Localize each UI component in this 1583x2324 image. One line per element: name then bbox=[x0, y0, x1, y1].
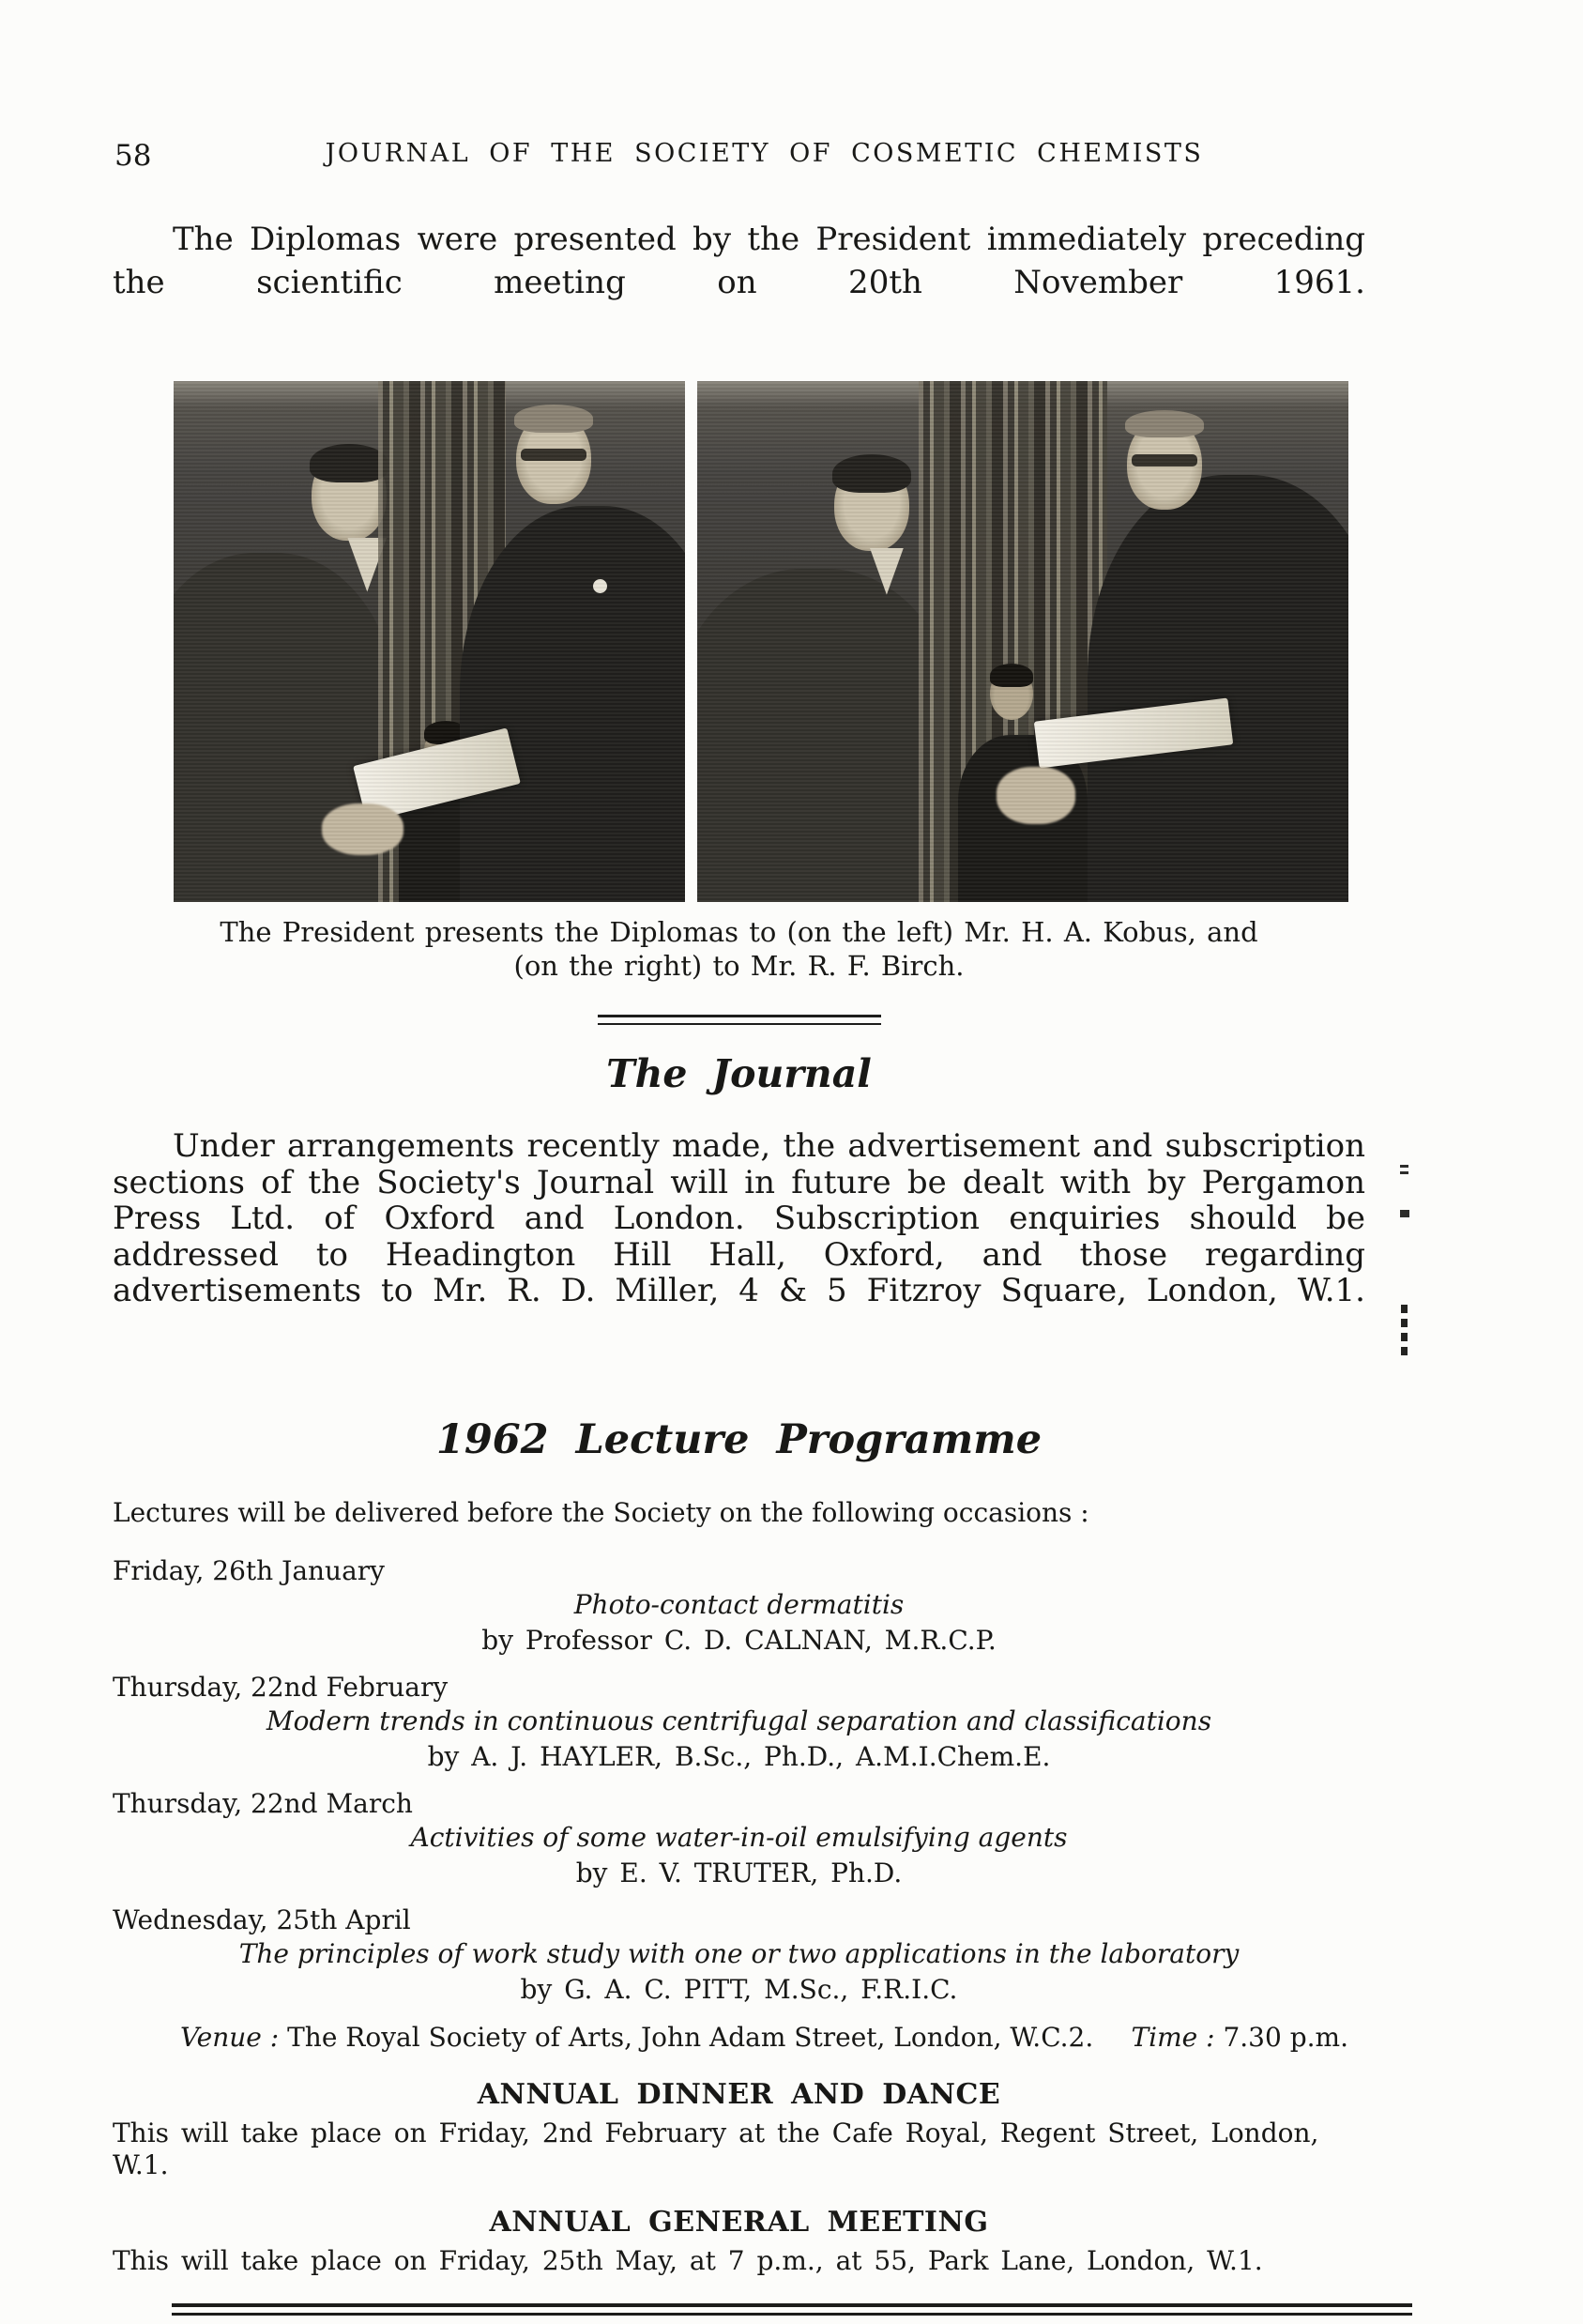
photo-left-president-head bbox=[516, 412, 591, 504]
figure-caption-line1: The President presents the Diplomas to (on the left) Mr. H. A. Kobus, and bbox=[220, 916, 1258, 948]
photo-right-hands bbox=[997, 767, 1074, 824]
lecture-speaker: by Professor C. D. CALNAN, M.R.C.P. bbox=[481, 1624, 997, 1656]
page-header bbox=[113, 139, 1365, 178]
photo-right-president-suit bbox=[1088, 475, 1348, 902]
margin-mark-2 bbox=[1400, 1210, 1409, 1217]
bottom-page-rule bbox=[172, 2303, 1412, 2316]
lecture-title: Modern trends in continuous centrifugal separation and classifications bbox=[266, 1705, 1212, 1736]
photo-left-president-suit bbox=[460, 506, 685, 902]
figure-caption-line2: (on the right) to Mr. R. F. Birch. bbox=[513, 950, 965, 982]
lecture-entry bbox=[113, 1672, 1365, 1772]
lecture-date: Friday, 26th January bbox=[113, 1554, 385, 1586]
photo-left-diploma-presentation bbox=[174, 381, 685, 902]
lecture-title: The principles of work study with one or two applications in the laboratory bbox=[238, 1937, 1240, 1969]
journal-section-paragraph: Under arrangements recently made, the advertisement and subscription sections of the Society's Journal will in future be dealt with by Pergamon Press Ltd. of Oxford and London. Subscription enquiries should be addressed to Headington Hill Hall, Oxford, and those regarding advertisements to Mr. R. D. Miller, 4 & 5 Fitzroy Square, London, W.1. bbox=[113, 1127, 1365, 1310]
photo-left-highlight-dot bbox=[593, 579, 607, 593]
time-line bbox=[1131, 2022, 1348, 2054]
page-content bbox=[113, 0, 1365, 2316]
time-label: Time : bbox=[1131, 2021, 1215, 2053]
margin-mark-1 bbox=[1400, 1165, 1408, 1174]
lecture-entry bbox=[113, 1555, 1365, 1656]
lecture-title: Activities of some water-in-oil emulsifying agents bbox=[410, 1821, 1068, 1853]
lecture-entry bbox=[113, 1904, 1365, 2005]
time-text: 7.30 p.m. bbox=[1223, 2021, 1348, 2053]
event-heading: ANNUAL DINNER AND DANCE bbox=[477, 2077, 1001, 2111]
lecture-title: Photo-contact dermatitis bbox=[573, 1588, 905, 1620]
venue-text: The Royal Society of Arts, John Adam Street, London, W.C.2. bbox=[287, 2021, 1094, 2053]
page-number: 58 bbox=[114, 139, 152, 173]
photo-right-recipient-head bbox=[834, 459, 909, 551]
margin-mark-3 bbox=[1401, 1305, 1408, 1359]
programme-intro: Lectures will be delivered before the Society on the following occasions : bbox=[113, 1496, 1089, 1528]
event-heading: ANNUAL GENERAL MEETING bbox=[489, 2205, 989, 2239]
event-text: This will take place on Friday, 25th May, at 7 p.m., at 55, Park Lane, London, W.1. bbox=[113, 2244, 1263, 2276]
lecture-speaker: by G. A. C. PITT, M.Sc., F.R.I.C. bbox=[520, 1973, 958, 2005]
venue-line bbox=[180, 2022, 1093, 2054]
event-block-agm bbox=[113, 2206, 1365, 2277]
photo-left-recipient-head bbox=[312, 449, 387, 541]
lecture-entry bbox=[113, 1788, 1365, 1888]
figure-caption bbox=[113, 915, 1365, 983]
diploma-figure bbox=[113, 381, 1365, 983]
event-text: This will take place on Friday, 2nd February at the Cafe Royal, Regent Street, London, W.1. bbox=[113, 2117, 1319, 2180]
journal-header-title: JOURNAL OF THE SOCIETY OF COSMETIC CHEMISTS bbox=[325, 139, 1204, 168]
lecture-speaker: by E. V. TRUTER, Ph.D. bbox=[575, 1857, 903, 1888]
event-block-dinner bbox=[113, 2078, 1365, 2181]
lecture-date: Wednesday, 25th April bbox=[113, 1904, 411, 1935]
lecture-speaker: by A. J. HAYLER, B.Sc., Ph.D., A.M.I.Chem.E. bbox=[427, 1740, 1051, 1772]
lecture-date: Thursday, 22nd February bbox=[113, 1671, 449, 1703]
lecture-date: Thursday, 22nd March bbox=[113, 1787, 413, 1819]
venue-label: Venue : bbox=[180, 2021, 280, 2053]
photo-row bbox=[174, 381, 1348, 902]
photo-right-president-head bbox=[1127, 418, 1202, 510]
journal-section-heading: The Journal bbox=[606, 1051, 872, 1096]
photo-right-diploma-presentation bbox=[697, 381, 1348, 902]
venue-time-row bbox=[113, 2022, 1365, 2054]
photo-left-handshake bbox=[322, 803, 403, 856]
intro-paragraph: The Diplomas were presented by the President immediately preceding the scientific meeting on 20th November 1961. bbox=[113, 221, 1365, 301]
section-divider-rule bbox=[598, 1015, 881, 1025]
programme-heading: 1962 Lecture Programme bbox=[435, 1416, 1043, 1464]
